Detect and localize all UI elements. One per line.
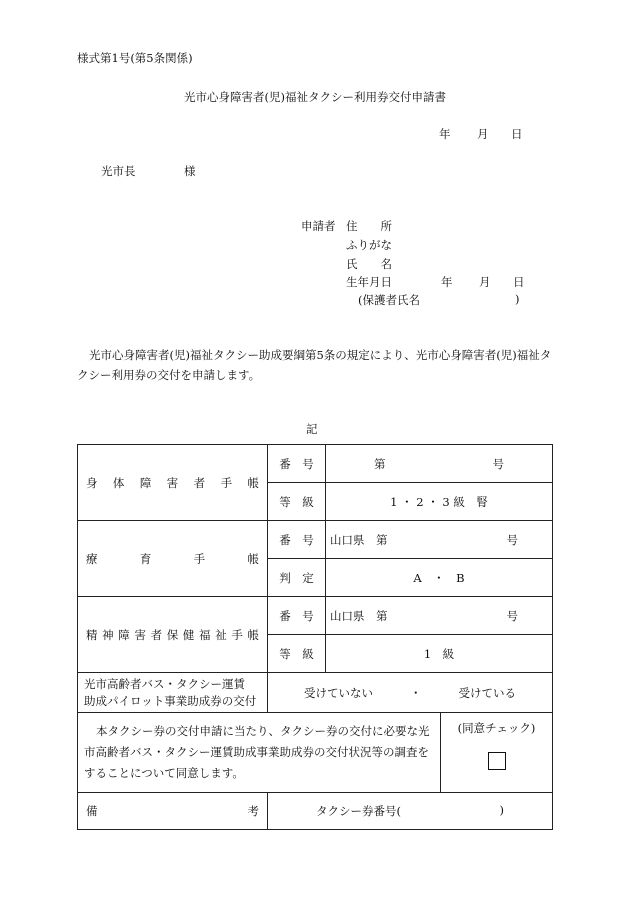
date-year: 年 (439, 127, 451, 141)
elderly-ticket-label-line2: 助成パイロット事業助成券の交付 (84, 693, 257, 708)
received-option[interactable]: 受けている (458, 685, 516, 700)
guardian-name-open: (保護者氏名 (358, 293, 420, 307)
physical-handbook-label: 身体障害者手帳 (78, 445, 268, 521)
birth-month: 月 (479, 275, 491, 289)
ki-heading: 記 (306, 422, 318, 436)
agreement-checkbox[interactable] (488, 752, 506, 770)
birth-day: 日 (513, 275, 525, 289)
physical-number-field[interactable] (326, 445, 553, 483)
application-statement: 光市心身障害者(児)福祉タクシー助成要綱第5条の規定により、光市心身障害者(児)福祉タクシー利用券の交付を申請します。 (77, 348, 552, 382)
elderly-ticket-choice[interactable] (268, 673, 553, 713)
form-number: 様式第1号(第5条関係) (77, 51, 193, 65)
applicant-label: 申請者 (301, 219, 336, 233)
taxi-ticket-number-field[interactable] (268, 793, 553, 830)
mental-handbook-label: 精神障害者保健福祉手帳 (78, 597, 268, 673)
date-day: 日 (511, 127, 523, 141)
mental-number-field[interactable] (326, 597, 553, 635)
physical-number-prefix: 第 (374, 456, 386, 471)
elderly-ticket-row (78, 673, 553, 713)
page-title: 光市心身障害者(児)福祉タクシー利用券交付申請書 (184, 90, 446, 104)
application-table (77, 444, 553, 830)
guardian-name-close: ) (515, 292, 520, 306)
physical-grade-value[interactable]: 1 ・ 2 ・ 3 級 腎 (326, 483, 553, 521)
mental-number-label: 番 号 (268, 597, 326, 635)
ryoiku-number-suffix: 号 (506, 532, 518, 547)
physical-grade-label: 等 級 (268, 483, 326, 521)
addressee-honorific: 様 (184, 164, 196, 178)
not-received-option[interactable]: 受けていない (304, 685, 373, 700)
elderly-ticket-label (78, 673, 268, 713)
mental-number-suffix: 号 (506, 608, 518, 623)
ryoiku-number-row (78, 521, 553, 559)
agreement-text: 本タクシー券の交付申請に当たり、タクシー券の交付に必要な光市高齢者バス・タクシー運賃助成事業助成券の交付状況等の調査をすることについて同意します。 (78, 713, 441, 793)
elderly-ticket-label-line1: 光市高齢者バス・タクシー運賃 (84, 676, 245, 691)
furigana-label: ふりがな (346, 238, 392, 252)
option-separator: ・ (410, 685, 422, 700)
birthdate-label: 生年月日 (346, 275, 392, 289)
addressee-name: 光市長 (101, 164, 136, 178)
birth-year: 年 (441, 275, 453, 289)
mental-grade-value[interactable]: 1 級 (326, 635, 553, 673)
taxi-ticket-number-label: タクシー券番号( (316, 804, 401, 818)
agreement-check-label: (同意チェック) (457, 721, 536, 735)
agreement-check-cell (441, 713, 553, 793)
mental-grade-label: 等 級 (268, 635, 326, 673)
ryoiku-number-label: 番 号 (268, 521, 326, 559)
address-label: 住 所 (346, 219, 392, 233)
date-month: 月 (477, 127, 489, 141)
ryoiku-handbook-label: 療育手帳 (78, 521, 268, 597)
ryoiku-number-prefix: 山口県 第 (330, 532, 388, 547)
physical-number-suffix: 号 (492, 456, 504, 471)
ryoiku-judgment-label: 判 定 (268, 559, 326, 597)
ryoiku-number-field[interactable] (326, 521, 553, 559)
mental-number-prefix: 山口県 第 (330, 608, 388, 623)
taxi-ticket-number-close: ) (499, 803, 504, 817)
remarks-label: 備考 (78, 793, 268, 830)
physical-number-row (78, 445, 553, 483)
remarks-row (78, 793, 553, 830)
ryoiku-judgment-value[interactable]: A ・ B (326, 559, 553, 597)
physical-number-label: 番 号 (268, 445, 326, 483)
name-label: 氏 名 (346, 257, 392, 271)
mental-number-row (78, 597, 553, 635)
agreement-row (78, 713, 553, 793)
